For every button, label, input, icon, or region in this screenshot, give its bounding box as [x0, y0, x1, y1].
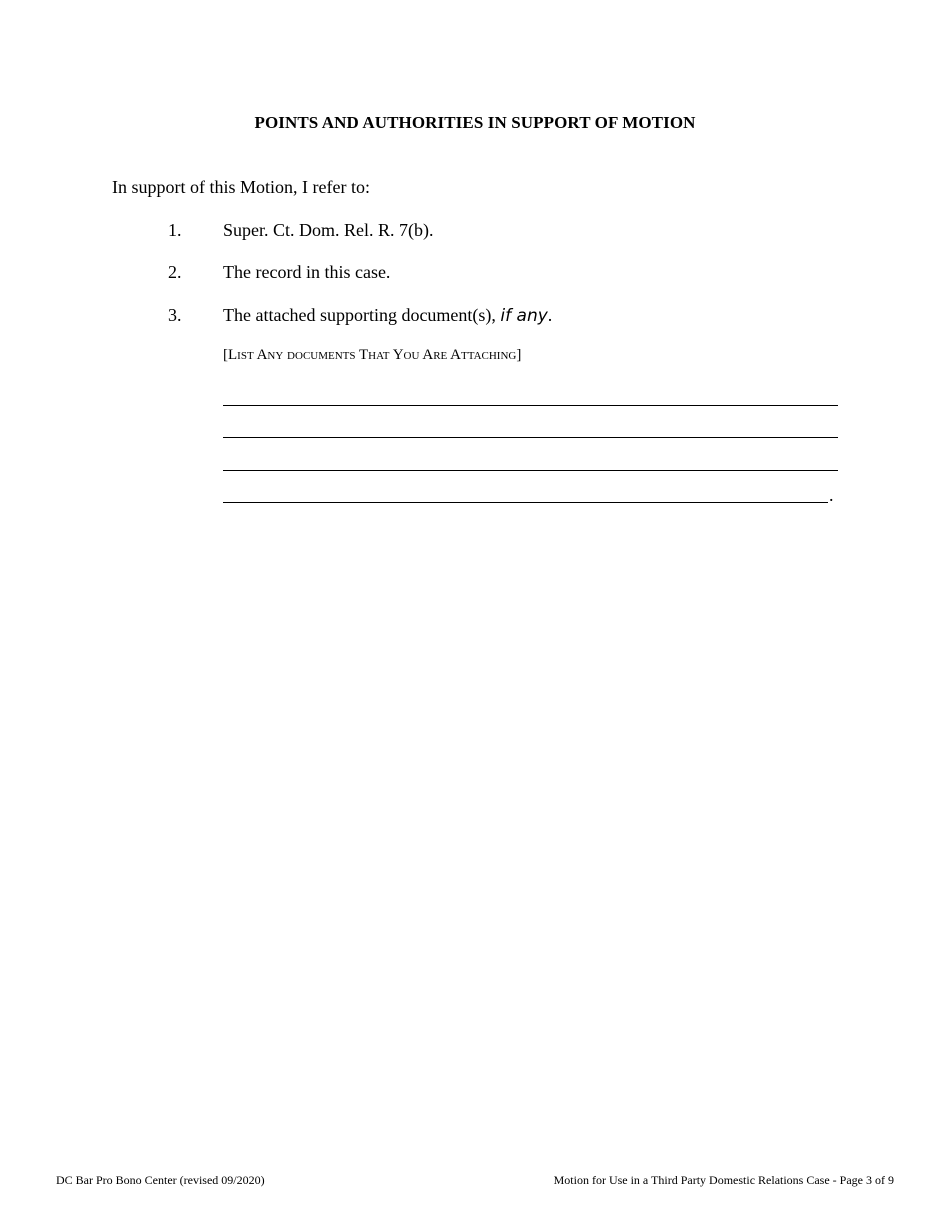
list-item-number: 1. [168, 220, 182, 240]
list-item [168, 262, 390, 283]
footer-right-text: Motion for Use in a Third Party Domestic Relations Case - Page 3 of 9 [553, 1173, 894, 1187]
list-item-text: Super. Ct. Dom. Rel. R. 7(b). [223, 220, 434, 240]
attachment-line-3[interactable] [223, 470, 838, 471]
intro-text: In support of this Motion, I refer to: [112, 177, 370, 197]
attachment-instruction: [List Any documents That You Are Attaching] [223, 347, 522, 363]
attachment-line-4[interactable] [223, 502, 828, 503]
list-item [168, 220, 434, 241]
attachment-line-2[interactable] [223, 437, 838, 438]
list-item-text: The record in this case. [223, 262, 391, 282]
list-item [168, 305, 552, 326]
list-item-emphasis: if any [500, 306, 548, 326]
footer-left-text: DC Bar Pro Bono Center (revised 09/2020) [56, 1173, 265, 1187]
list-item-number: 2. [168, 262, 182, 282]
list-item-number: 3. [168, 305, 182, 325]
page-title: POINTS AND AUTHORITIES IN SUPPORT OF MOTION [254, 113, 696, 132]
list-item-text [223, 305, 552, 326]
attachment-line-1[interactable] [223, 405, 838, 406]
list-item-text-main: The attached supporting document(s), [223, 305, 501, 325]
list-item-suffix: . [547, 305, 553, 325]
line-end-period: . [829, 485, 834, 505]
